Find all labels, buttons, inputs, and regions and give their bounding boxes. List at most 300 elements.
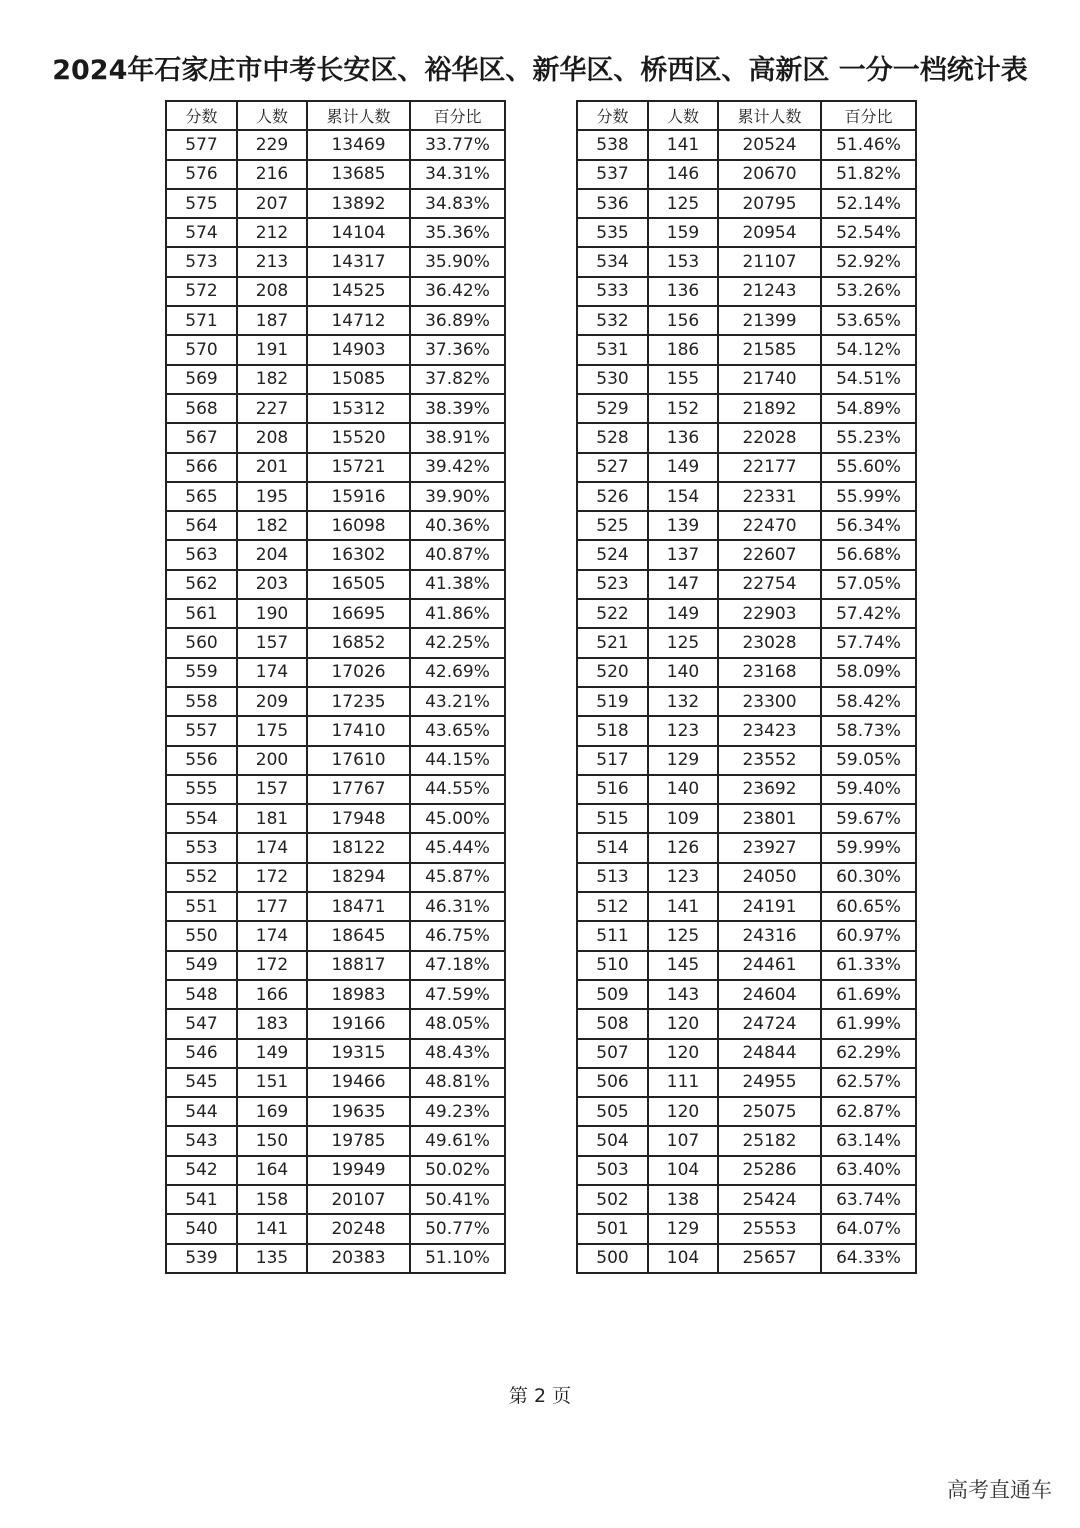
cell-count: 109 bbox=[648, 804, 718, 833]
cell-cumulative: 19466 bbox=[307, 1068, 410, 1097]
cell-score: 565 bbox=[166, 482, 237, 511]
cell-cumulative: 14712 bbox=[307, 306, 410, 335]
cell-count: 157 bbox=[237, 628, 307, 657]
cell-cumulative: 22470 bbox=[718, 511, 821, 540]
cell-score: 554 bbox=[166, 804, 237, 833]
cell-percentage: 48.81% bbox=[410, 1068, 505, 1097]
cell-cumulative: 15721 bbox=[307, 453, 410, 482]
cell-score: 575 bbox=[166, 189, 237, 218]
cell-percentage: 43.21% bbox=[410, 687, 505, 716]
cell-cumulative: 21243 bbox=[718, 277, 821, 306]
cell-score: 538 bbox=[577, 130, 648, 159]
cell-count: 129 bbox=[648, 746, 718, 775]
cell-percentage: 60.30% bbox=[821, 863, 916, 892]
table-row bbox=[166, 570, 505, 599]
cell-score: 564 bbox=[166, 511, 237, 540]
table-row bbox=[577, 218, 916, 247]
cell-percentage: 45.00% bbox=[410, 804, 505, 833]
header-cumulative: 累计人数 bbox=[307, 101, 410, 130]
cell-percentage: 62.29% bbox=[821, 1039, 916, 1068]
cell-percentage: 39.42% bbox=[410, 453, 505, 482]
table-row bbox=[577, 1126, 916, 1155]
cell-cumulative: 14104 bbox=[307, 218, 410, 247]
cell-cumulative: 20670 bbox=[718, 160, 821, 189]
cell-percentage: 49.23% bbox=[410, 1097, 505, 1126]
score-table-right bbox=[576, 100, 917, 1274]
cell-cumulative: 19785 bbox=[307, 1126, 410, 1155]
table-row bbox=[577, 1097, 916, 1126]
cell-count: 208 bbox=[237, 423, 307, 452]
cell-percentage: 62.87% bbox=[821, 1097, 916, 1126]
table-row bbox=[577, 423, 916, 452]
cell-score: 513 bbox=[577, 863, 648, 892]
cell-score: 549 bbox=[166, 951, 237, 980]
cell-count: 166 bbox=[237, 980, 307, 1009]
cell-cumulative: 25286 bbox=[718, 1156, 821, 1185]
cell-percentage: 41.38% bbox=[410, 570, 505, 599]
cell-count: 136 bbox=[648, 423, 718, 452]
cell-score: 562 bbox=[166, 570, 237, 599]
cell-cumulative: 20954 bbox=[718, 218, 821, 247]
cell-cumulative: 17767 bbox=[307, 775, 410, 804]
table-row bbox=[166, 1214, 505, 1243]
cell-cumulative: 17026 bbox=[307, 658, 410, 687]
table-row bbox=[166, 599, 505, 628]
cell-score: 519 bbox=[577, 687, 648, 716]
cell-count: 154 bbox=[648, 482, 718, 511]
cell-cumulative: 20524 bbox=[718, 130, 821, 159]
cell-score: 504 bbox=[577, 1126, 648, 1155]
cell-cumulative: 19949 bbox=[307, 1156, 410, 1185]
cell-score: 514 bbox=[577, 833, 648, 862]
cell-count: 149 bbox=[648, 599, 718, 628]
table-row bbox=[577, 160, 916, 189]
cell-percentage: 34.31% bbox=[410, 160, 505, 189]
cell-percentage: 47.18% bbox=[410, 951, 505, 980]
cell-score: 509 bbox=[577, 980, 648, 1009]
cell-count: 155 bbox=[648, 365, 718, 394]
cell-count: 164 bbox=[237, 1156, 307, 1185]
cell-count: 146 bbox=[648, 160, 718, 189]
table-row bbox=[577, 1039, 916, 1068]
table-row bbox=[577, 1185, 916, 1214]
table-row bbox=[577, 658, 916, 687]
cell-score: 546 bbox=[166, 1039, 237, 1068]
table-row bbox=[166, 160, 505, 189]
table-row bbox=[577, 599, 916, 628]
cell-percentage: 45.44% bbox=[410, 833, 505, 862]
table-row bbox=[166, 687, 505, 716]
cell-score: 555 bbox=[166, 775, 237, 804]
table-row bbox=[577, 980, 916, 1009]
cell-score: 500 bbox=[577, 1244, 648, 1273]
table-row bbox=[166, 1068, 505, 1097]
table-row bbox=[166, 218, 505, 247]
table-row bbox=[166, 804, 505, 833]
cell-count: 174 bbox=[237, 833, 307, 862]
table-row bbox=[166, 423, 505, 452]
table-row bbox=[166, 130, 505, 159]
cell-score: 508 bbox=[577, 1009, 648, 1038]
cell-percentage: 63.40% bbox=[821, 1156, 916, 1185]
cell-count: 158 bbox=[237, 1185, 307, 1214]
table-row bbox=[166, 1097, 505, 1126]
cell-count: 126 bbox=[648, 833, 718, 862]
cell-score: 557 bbox=[166, 716, 237, 745]
cell-count: 200 bbox=[237, 746, 307, 775]
cell-count: 208 bbox=[237, 277, 307, 306]
cell-cumulative: 25182 bbox=[718, 1126, 821, 1155]
cell-count: 213 bbox=[237, 247, 307, 276]
table-row bbox=[577, 130, 916, 159]
cell-cumulative: 23692 bbox=[718, 775, 821, 804]
table-row bbox=[166, 1039, 505, 1068]
cell-score: 506 bbox=[577, 1068, 648, 1097]
cell-count: 125 bbox=[648, 189, 718, 218]
cell-percentage: 59.40% bbox=[821, 775, 916, 804]
cell-percentage: 61.33% bbox=[821, 951, 916, 980]
table-row bbox=[577, 394, 916, 423]
cell-cumulative: 24461 bbox=[718, 951, 821, 980]
cell-score: 571 bbox=[166, 306, 237, 335]
cell-score: 521 bbox=[577, 628, 648, 657]
cell-cumulative: 22903 bbox=[718, 599, 821, 628]
header-count: 人数 bbox=[648, 101, 718, 130]
cell-score: 540 bbox=[166, 1214, 237, 1243]
cell-percentage: 54.12% bbox=[821, 335, 916, 364]
table-row bbox=[166, 540, 505, 569]
cell-percentage: 38.39% bbox=[410, 394, 505, 423]
table-row bbox=[166, 453, 505, 482]
cell-cumulative: 17235 bbox=[307, 687, 410, 716]
cell-score: 559 bbox=[166, 658, 237, 687]
cell-cumulative: 18122 bbox=[307, 833, 410, 862]
cell-cumulative: 18471 bbox=[307, 892, 410, 921]
cell-count: 182 bbox=[237, 511, 307, 540]
cell-count: 216 bbox=[237, 160, 307, 189]
cell-score: 568 bbox=[166, 394, 237, 423]
watermark-text: 高考直通车 bbox=[947, 1478, 1052, 1502]
cell-score: 517 bbox=[577, 746, 648, 775]
cell-cumulative: 15312 bbox=[307, 394, 410, 423]
cell-count: 152 bbox=[648, 394, 718, 423]
cell-percentage: 49.61% bbox=[410, 1126, 505, 1155]
cell-count: 159 bbox=[648, 218, 718, 247]
cell-cumulative: 21740 bbox=[718, 365, 821, 394]
cell-percentage: 48.43% bbox=[410, 1039, 505, 1068]
table-row bbox=[577, 804, 916, 833]
cell-count: 172 bbox=[237, 951, 307, 980]
cell-cumulative: 22607 bbox=[718, 540, 821, 569]
cell-score: 529 bbox=[577, 394, 648, 423]
table-row bbox=[577, 1244, 916, 1273]
score-table-left bbox=[165, 100, 506, 1274]
cell-cumulative: 16695 bbox=[307, 599, 410, 628]
cell-score: 544 bbox=[166, 1097, 237, 1126]
table-row bbox=[577, 453, 916, 482]
cell-count: 136 bbox=[648, 277, 718, 306]
cell-score: 503 bbox=[577, 1156, 648, 1185]
cell-cumulative: 21107 bbox=[718, 247, 821, 276]
table-row bbox=[577, 716, 916, 745]
cell-score: 567 bbox=[166, 423, 237, 452]
cell-percentage: 62.57% bbox=[821, 1068, 916, 1097]
cell-cumulative: 16505 bbox=[307, 570, 410, 599]
cell-percentage: 43.65% bbox=[410, 716, 505, 745]
cell-percentage: 42.25% bbox=[410, 628, 505, 657]
cell-cumulative: 25657 bbox=[718, 1244, 821, 1273]
cell-score: 527 bbox=[577, 453, 648, 482]
cell-cumulative: 24316 bbox=[718, 921, 821, 950]
cell-count: 229 bbox=[237, 130, 307, 159]
cell-score: 516 bbox=[577, 775, 648, 804]
cell-percentage: 59.99% bbox=[821, 833, 916, 862]
cell-count: 123 bbox=[648, 716, 718, 745]
table-row bbox=[166, 716, 505, 745]
cell-score: 522 bbox=[577, 599, 648, 628]
cell-percentage: 51.46% bbox=[821, 130, 916, 159]
table-header-row bbox=[577, 101, 916, 130]
cell-percentage: 52.14% bbox=[821, 189, 916, 218]
cell-count: 143 bbox=[648, 980, 718, 1009]
cell-cumulative: 13685 bbox=[307, 160, 410, 189]
table-row bbox=[577, 189, 916, 218]
cell-percentage: 36.89% bbox=[410, 306, 505, 335]
table-row bbox=[577, 540, 916, 569]
table-row bbox=[577, 1214, 916, 1243]
cell-cumulative: 21399 bbox=[718, 306, 821, 335]
cell-count: 104 bbox=[648, 1156, 718, 1185]
table-row bbox=[577, 921, 916, 950]
header-score: 分数 bbox=[577, 101, 648, 130]
cell-score: 566 bbox=[166, 453, 237, 482]
cell-count: 186 bbox=[648, 335, 718, 364]
table-row bbox=[577, 1068, 916, 1097]
cell-cumulative: 13892 bbox=[307, 189, 410, 218]
table-row bbox=[166, 628, 505, 657]
cell-percentage: 38.91% bbox=[410, 423, 505, 452]
cell-cumulative: 24724 bbox=[718, 1009, 821, 1038]
cell-count: 129 bbox=[648, 1214, 718, 1243]
cell-percentage: 57.42% bbox=[821, 599, 916, 628]
cell-percentage: 50.41% bbox=[410, 1185, 505, 1214]
cell-score: 561 bbox=[166, 599, 237, 628]
cell-count: 132 bbox=[648, 687, 718, 716]
cell-percentage: 35.90% bbox=[410, 247, 505, 276]
cell-percentage: 35.36% bbox=[410, 218, 505, 247]
cell-percentage: 40.87% bbox=[410, 540, 505, 569]
cell-score: 526 bbox=[577, 482, 648, 511]
cell-count: 227 bbox=[237, 394, 307, 423]
cell-cumulative: 22754 bbox=[718, 570, 821, 599]
cell-score: 550 bbox=[166, 921, 237, 950]
table-row bbox=[577, 863, 916, 892]
cell-count: 125 bbox=[648, 628, 718, 657]
table-row bbox=[166, 951, 505, 980]
cell-score: 545 bbox=[166, 1068, 237, 1097]
cell-score: 558 bbox=[166, 687, 237, 716]
table-row bbox=[166, 247, 505, 276]
cell-score: 511 bbox=[577, 921, 648, 950]
cell-count: 151 bbox=[237, 1068, 307, 1097]
table-row bbox=[166, 775, 505, 804]
cell-percentage: 52.54% bbox=[821, 218, 916, 247]
cell-score: 531 bbox=[577, 335, 648, 364]
cell-count: 120 bbox=[648, 1009, 718, 1038]
cell-score: 569 bbox=[166, 365, 237, 394]
table-row bbox=[166, 335, 505, 364]
cell-percentage: 48.05% bbox=[410, 1009, 505, 1038]
cell-cumulative: 23801 bbox=[718, 804, 821, 833]
cell-score: 523 bbox=[577, 570, 648, 599]
cell-cumulative: 23168 bbox=[718, 658, 821, 687]
cell-cumulative: 20795 bbox=[718, 189, 821, 218]
cell-score: 510 bbox=[577, 951, 648, 980]
cell-count: 140 bbox=[648, 775, 718, 804]
table-row bbox=[577, 951, 916, 980]
header-percentage: 百分比 bbox=[821, 101, 916, 130]
table-row bbox=[577, 335, 916, 364]
cell-cumulative: 24844 bbox=[718, 1039, 821, 1068]
table-row bbox=[166, 277, 505, 306]
cell-cumulative: 18294 bbox=[307, 863, 410, 892]
cell-score: 576 bbox=[166, 160, 237, 189]
table-row bbox=[577, 687, 916, 716]
cell-percentage: 41.86% bbox=[410, 599, 505, 628]
cell-percentage: 42.69% bbox=[410, 658, 505, 687]
cell-score: 534 bbox=[577, 247, 648, 276]
cell-cumulative: 20248 bbox=[307, 1214, 410, 1243]
cell-score: 542 bbox=[166, 1156, 237, 1185]
cell-percentage: 59.05% bbox=[821, 746, 916, 775]
cell-count: 138 bbox=[648, 1185, 718, 1214]
cell-percentage: 56.34% bbox=[821, 511, 916, 540]
cell-score: 577 bbox=[166, 130, 237, 159]
cell-percentage: 55.99% bbox=[821, 482, 916, 511]
cell-cumulative: 23552 bbox=[718, 746, 821, 775]
cell-count: 111 bbox=[648, 1068, 718, 1097]
cell-score: 524 bbox=[577, 540, 648, 569]
cell-percentage: 46.75% bbox=[410, 921, 505, 950]
cell-cumulative: 15085 bbox=[307, 365, 410, 394]
cell-score: 505 bbox=[577, 1097, 648, 1126]
cell-percentage: 54.89% bbox=[821, 394, 916, 423]
cell-cumulative: 22331 bbox=[718, 482, 821, 511]
cell-percentage: 61.69% bbox=[821, 980, 916, 1009]
cell-cumulative: 13469 bbox=[307, 130, 410, 159]
cell-count: 207 bbox=[237, 189, 307, 218]
table-row bbox=[166, 746, 505, 775]
cell-score: 525 bbox=[577, 511, 648, 540]
cell-count: 135 bbox=[237, 1244, 307, 1273]
table-row bbox=[166, 658, 505, 687]
cell-count: 125 bbox=[648, 921, 718, 950]
cell-count: 149 bbox=[648, 453, 718, 482]
cell-percentage: 54.51% bbox=[821, 365, 916, 394]
cell-count: 169 bbox=[237, 1097, 307, 1126]
cell-score: 528 bbox=[577, 423, 648, 452]
cell-score: 532 bbox=[577, 306, 648, 335]
cell-count: 182 bbox=[237, 365, 307, 394]
cell-percentage: 51.82% bbox=[821, 160, 916, 189]
cell-score: 551 bbox=[166, 892, 237, 921]
cell-count: 195 bbox=[237, 482, 307, 511]
cell-cumulative: 14525 bbox=[307, 277, 410, 306]
cell-count: 187 bbox=[237, 306, 307, 335]
cell-cumulative: 14317 bbox=[307, 247, 410, 276]
cell-count: 212 bbox=[237, 218, 307, 247]
cell-cumulative: 19635 bbox=[307, 1097, 410, 1126]
cell-cumulative: 24050 bbox=[718, 863, 821, 892]
cell-percentage: 58.09% bbox=[821, 658, 916, 687]
table-row bbox=[577, 570, 916, 599]
table-row bbox=[577, 1009, 916, 1038]
table-row bbox=[577, 1156, 916, 1185]
cell-count: 120 bbox=[648, 1039, 718, 1068]
cell-score: 518 bbox=[577, 716, 648, 745]
cell-score: 520 bbox=[577, 658, 648, 687]
table-row bbox=[577, 277, 916, 306]
cell-score: 512 bbox=[577, 892, 648, 921]
table-header-row bbox=[166, 101, 505, 130]
cell-count: 190 bbox=[237, 599, 307, 628]
cell-cumulative: 24955 bbox=[718, 1068, 821, 1097]
cell-count: 141 bbox=[237, 1214, 307, 1243]
cell-percentage: 37.82% bbox=[410, 365, 505, 394]
cell-percentage: 57.05% bbox=[821, 570, 916, 599]
cell-percentage: 47.59% bbox=[410, 980, 505, 1009]
cell-count: 145 bbox=[648, 951, 718, 980]
cell-percentage: 57.74% bbox=[821, 628, 916, 657]
header-cumulative: 累计人数 bbox=[718, 101, 821, 130]
cell-percentage: 39.90% bbox=[410, 482, 505, 511]
cell-count: 153 bbox=[648, 247, 718, 276]
cell-score: 507 bbox=[577, 1039, 648, 1068]
cell-percentage: 63.74% bbox=[821, 1185, 916, 1214]
cell-cumulative: 20383 bbox=[307, 1244, 410, 1273]
cell-count: 120 bbox=[648, 1097, 718, 1126]
cell-cumulative: 17948 bbox=[307, 804, 410, 833]
cell-percentage: 53.65% bbox=[821, 306, 916, 335]
cell-score: 573 bbox=[166, 247, 237, 276]
cell-cumulative: 25075 bbox=[718, 1097, 821, 1126]
cell-cumulative: 23300 bbox=[718, 687, 821, 716]
table-row bbox=[166, 833, 505, 862]
table-row bbox=[577, 775, 916, 804]
cell-count: 177 bbox=[237, 892, 307, 921]
cell-count: 123 bbox=[648, 863, 718, 892]
cell-score: 536 bbox=[577, 189, 648, 218]
cell-count: 203 bbox=[237, 570, 307, 599]
cell-count: 141 bbox=[648, 892, 718, 921]
cell-cumulative: 16852 bbox=[307, 628, 410, 657]
cell-score: 572 bbox=[166, 277, 237, 306]
cell-cumulative: 21892 bbox=[718, 394, 821, 423]
cell-score: 541 bbox=[166, 1185, 237, 1214]
cell-count: 157 bbox=[237, 775, 307, 804]
cell-percentage: 64.33% bbox=[821, 1244, 916, 1273]
table-row bbox=[166, 892, 505, 921]
table-row bbox=[166, 482, 505, 511]
cell-cumulative: 24191 bbox=[718, 892, 821, 921]
cell-percentage: 36.42% bbox=[410, 277, 505, 306]
table-row bbox=[577, 833, 916, 862]
cell-count: 147 bbox=[648, 570, 718, 599]
cell-count: 139 bbox=[648, 511, 718, 540]
cell-percentage: 58.73% bbox=[821, 716, 916, 745]
table-row bbox=[577, 892, 916, 921]
cell-percentage: 44.55% bbox=[410, 775, 505, 804]
